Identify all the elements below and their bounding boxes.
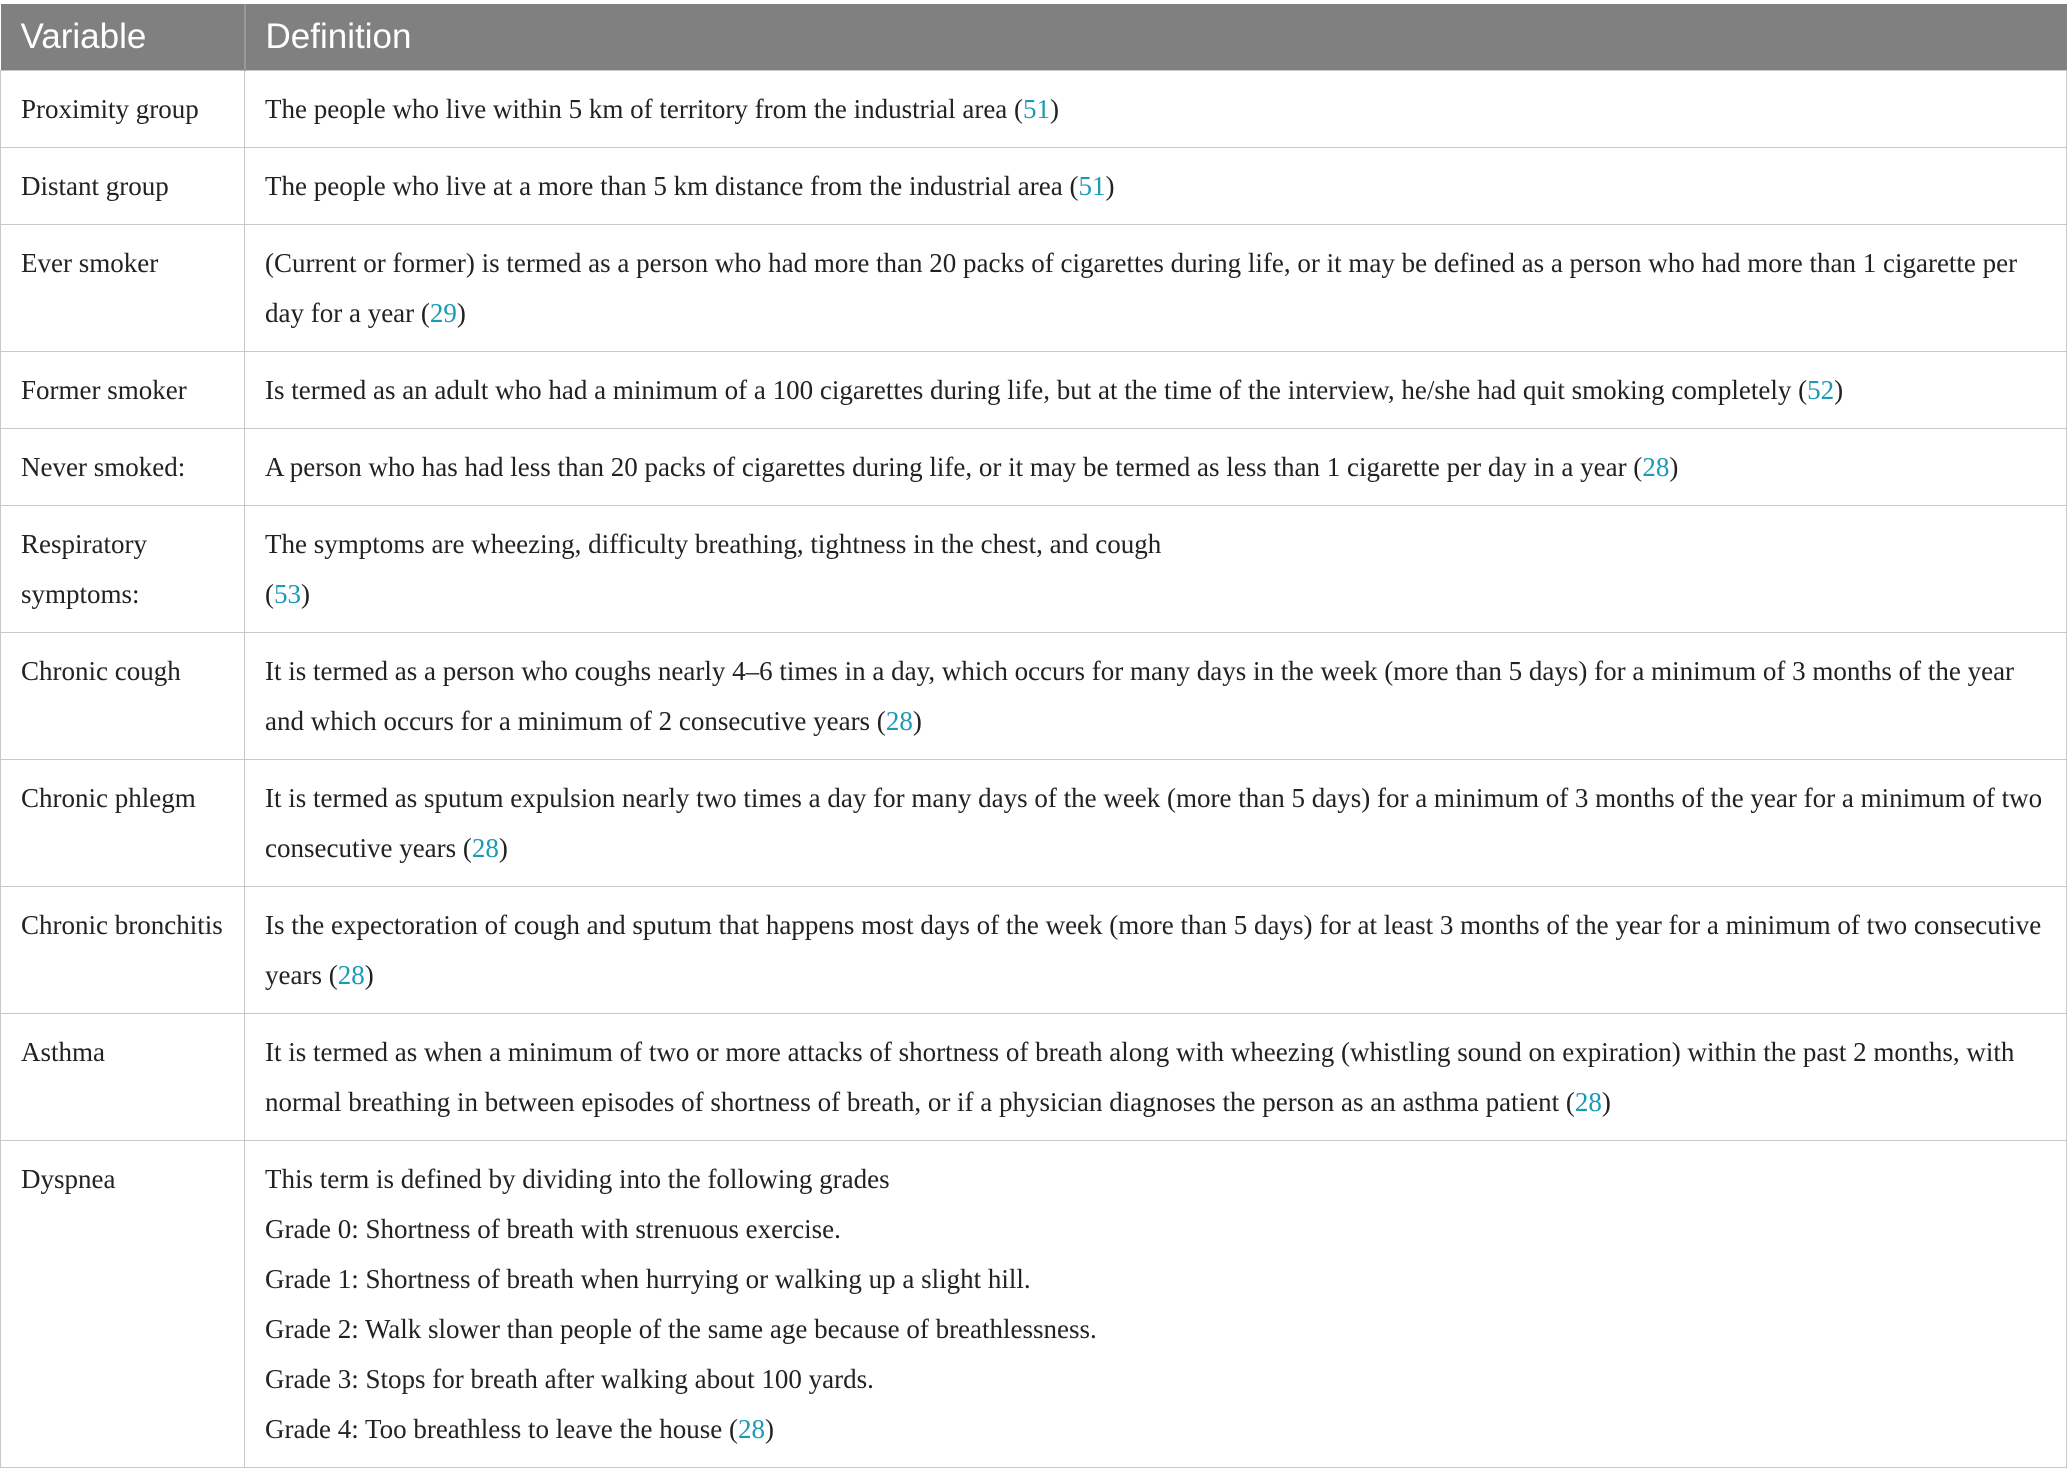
column-header-definition: Definition — [245, 4, 2067, 71]
table-row — [1, 352, 2067, 429]
definitions-table — [0, 4, 2067, 1468]
definition-text: It is termed as a person who coughs nearly 4–6 times in a day, which occurs for many days in the week (more than 5 days) for a minimum of 3 months of the year and which occurs for a minimum of 2 consecutive years ( — [265, 656, 2015, 736]
table-row — [1, 1014, 2067, 1141]
variable-cell: Respiratory symptoms: — [1, 506, 245, 633]
variable-cell: Dyspnea — [1, 1141, 245, 1468]
citation-link[interactable]: 51 — [1078, 171, 1106, 201]
variable-cell: Chronic bronchitis — [1, 887, 245, 1014]
definition-text: A person who has had less than 20 packs of cigarettes during life, or it may be termed as less than 1 cigarette per day in a year ( — [265, 452, 1643, 482]
citation-link[interactable]: 51 — [1023, 94, 1051, 124]
definition-cell: Is termed as an adult who had a minimum of a 100 cigarettes during life, but at the time of the interview, he/she had quit smoking completely (52) — [245, 352, 2067, 429]
definition-cell: A person who has had less than 20 packs of cigarettes during life, or it may be termed as less than 1 cigarette per day in a year (28) — [245, 429, 2067, 506]
citation-link[interactable]: 28 — [1642, 452, 1670, 482]
definition-cell: It is termed as sputum expulsion nearly two times a day for many days of the week (more than 5 days) for a minimum of 3 months of the year for a minimum of two consecutive years (28) — [245, 760, 2067, 887]
definition-cell — [245, 1141, 2067, 1468]
column-header-variable: Variable — [1, 4, 245, 71]
table-row — [1, 429, 2067, 506]
dyspnea-grade-1: Grade 1: Shortness of breath when hurrying or walking up a slight hill. — [265, 1264, 1031, 1294]
variable-cell: Asthma — [1, 1014, 245, 1141]
dyspnea-grade-3: Grade 3: Stops for breath after walking about 100 yards. — [265, 1364, 874, 1394]
definition-cell: The people who live within 5 km of territory from the industrial area (51) — [245, 71, 2067, 148]
definition-text: The people who live at a more than 5 km distance from the industrial area ( — [265, 171, 1079, 201]
table-row — [1, 633, 2067, 760]
citation-link[interactable]: 28 — [885, 706, 913, 736]
table-row — [1, 887, 2067, 1014]
definition-text: It is termed as sputum expulsion nearly two times a day for many days of the week (more than 5 days) for a minimum of 3 months of the year for a minimum of two consecutive years ( — [265, 783, 2043, 863]
definition-cell: (Current or former) is termed as a person who had more than 20 packs of cigarettes during life, or it may be defined as a person who had more than 1 cigarette per day for a year (29) — [245, 225, 2067, 352]
table-row — [1, 506, 2067, 633]
definition-cell: The people who live at a more than 5 km distance from the industrial area (51) — [245, 148, 2067, 225]
table-row — [1, 71, 2067, 148]
definition-cell: The symptoms are wheezing, difficulty breathing, tightness in the chest, and cough (53) — [245, 506, 2067, 633]
variable-cell: Never smoked: — [1, 429, 245, 506]
dyspnea-grade-2: Grade 2: Walk slower than people of the same age because of breathlessness. — [265, 1314, 1097, 1344]
dyspnea-line: This term is defined by dividing into the following grades — [265, 1164, 890, 1194]
citation-link[interactable]: 28 — [1574, 1087, 1602, 1117]
variable-cell: Chronic cough — [1, 633, 245, 760]
citation-link[interactable]: 52 — [1807, 375, 1835, 405]
variable-cell: Chronic phlegm — [1, 760, 245, 887]
variable-cell: Proximity group — [1, 71, 245, 148]
definition-text: The people who live within 5 km of territory from the industrial area ( — [265, 94, 1024, 124]
dyspnea-grade-0: Grade 0: Shortness of breath with strenuous exercise. — [265, 1214, 841, 1244]
citation-link[interactable]: 28 — [737, 1414, 765, 1444]
citation-link[interactable]: 28 — [337, 960, 365, 990]
definition-cell: Is the expectoration of cough and sputum that happens most days of the week (more than 5 days) for at least 3 months of the year for a minimum of two consecutive years (28) — [245, 887, 2067, 1014]
table-row — [1, 760, 2067, 887]
dyspnea-grade-4: Grade 4: Too breathless to leave the house (28) — [265, 1414, 774, 1444]
definition-cell: It is termed as a person who coughs nearly 4–6 times in a day, which occurs for many days in the week (more than 5 days) for a minimum of 3 months of the year and which occurs for a minimum of 2 consecutive years (28) — [245, 633, 2067, 760]
definition-cell: It is termed as when a minimum of two or more attacks of shortness of breath along with wheezing (whistling sound on expiration) within the past 2 months, with normal breathing in between episodes of shortness of breath, or if a physician diagnoses the person as an asthma patient (28) — [245, 1014, 2067, 1141]
header-row — [1, 4, 2067, 71]
variable-cell: Ever smoker — [1, 225, 245, 352]
definition-text: Is termed as an adult who had a minimum of a 100 cigarettes during life, but at the time of the interview, he/she had quit smoking completely ( — [265, 375, 1808, 405]
variable-cell: Distant group — [1, 148, 245, 225]
table-row — [1, 148, 2067, 225]
citation-link[interactable]: 53 — [274, 579, 301, 609]
definition-text: Is the expectoration of cough and sputum that happens most days of the week (more than 5 days) for at least 3 months of the year for a minimum of two consecutive years ( — [265, 910, 2042, 990]
definition-text: (Current or former) is termed as a person who had more than 20 packs of cigarettes during life, or it may be defined as a person who had more than 1 cigarette per day for a year ( — [265, 248, 2018, 328]
table-row — [1, 225, 2067, 352]
citation-link[interactable]: 29 — [429, 298, 457, 328]
table-row-dyspnea — [1, 1141, 2067, 1468]
definition-text: The symptoms are wheezing, difficulty breathing, tightness in the chest, and cough — [265, 529, 1162, 559]
definition-text: It is termed as when a minimum of two or more attacks of shortness of breath along with wheezing (whistling sound on expiration) within the past 2 months, with normal breathing in between episodes of shortness of breath, or if a physician diagnoses the person as an asthma patient ( — [265, 1037, 2015, 1117]
citation-link[interactable]: 28 — [471, 833, 499, 863]
variable-cell: Former smoker — [1, 352, 245, 429]
